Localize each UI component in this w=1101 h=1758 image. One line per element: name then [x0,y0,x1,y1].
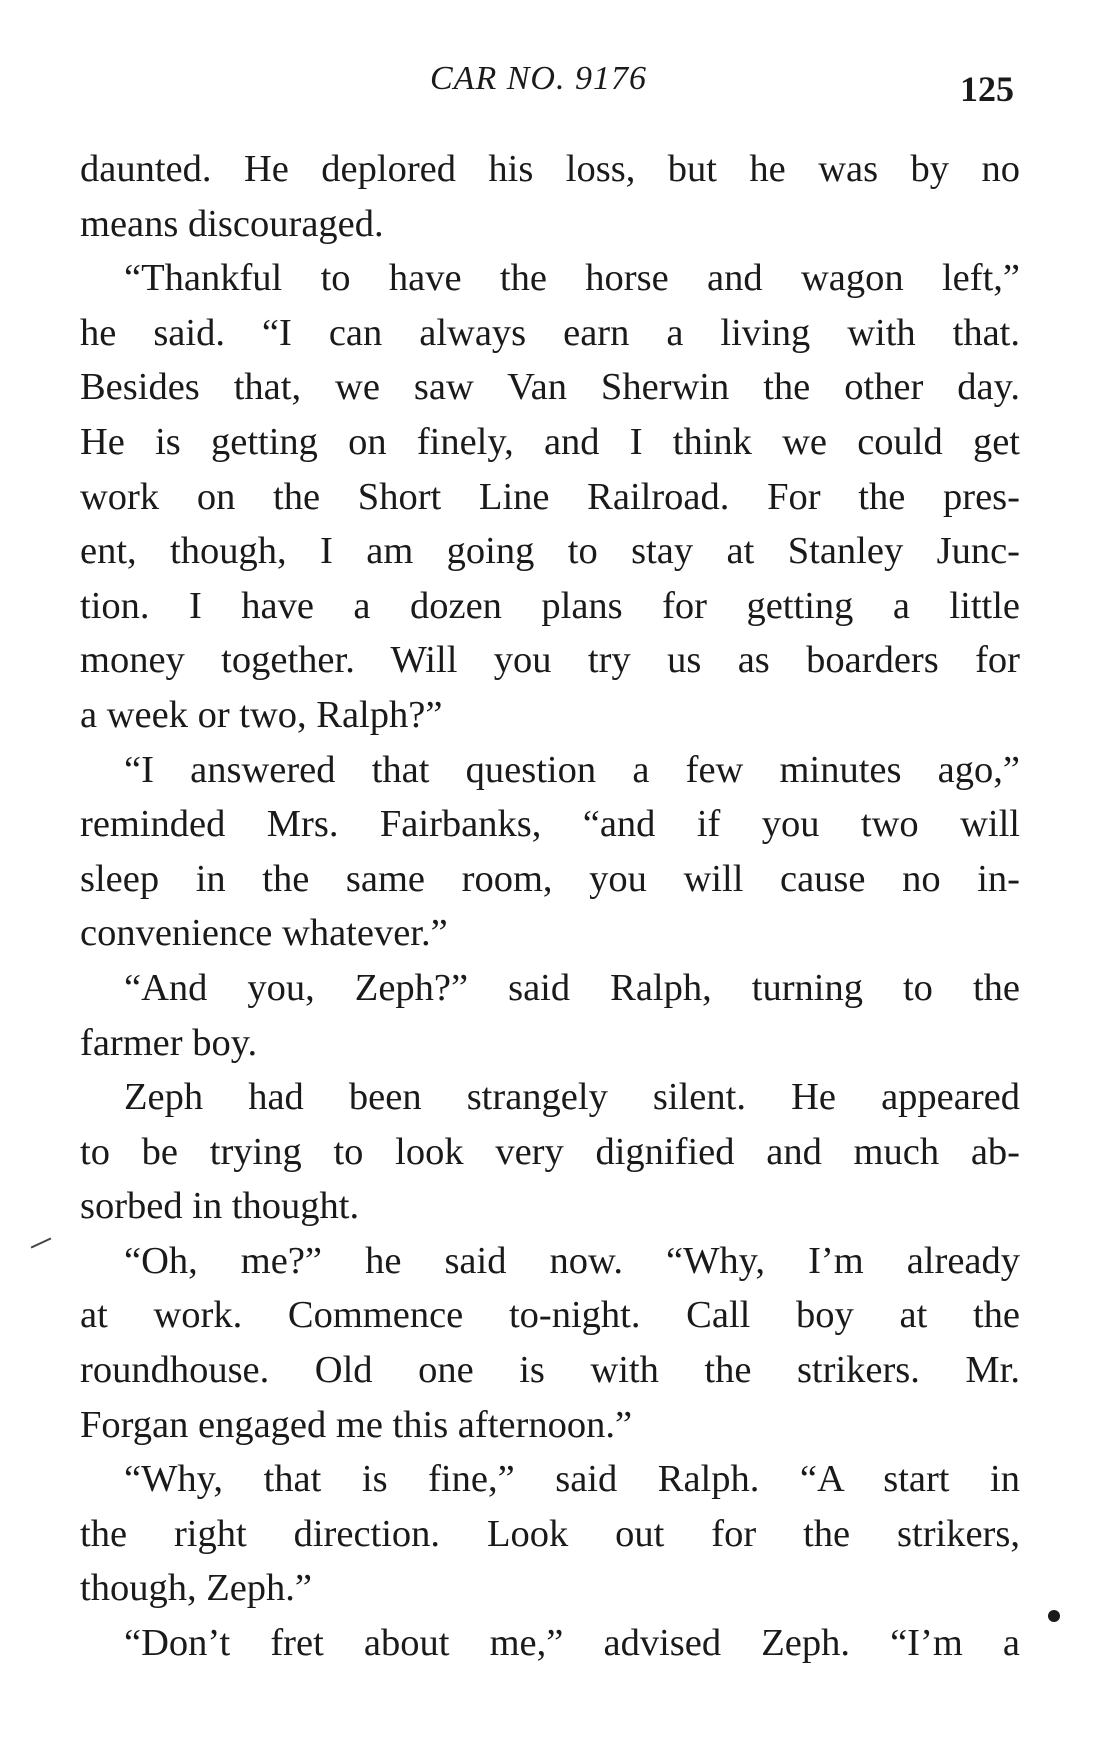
text-line: Zeph had been strangely silent. He appeared [124,1076,1020,1119]
text-line: means discouraged. [80,202,384,245]
text-line: “Thankful to have the horse and wagon left,” [124,257,1020,300]
text-line: at work. Commence to-night. Call boy at the [80,1294,1020,1337]
text-line: reminded Mrs. Fairbanks, “and if you two will [80,803,1020,846]
text-line: roundhouse. Old one is with the strikers. Mr. [80,1349,1020,1392]
margin-mark [31,1237,52,1248]
running-title: CAR NO. 9176 [430,60,647,97]
text-line: money together. Will you try us as boarders for [80,639,1020,682]
page-number: 125 [960,69,1014,109]
text-line: the right direction. Look out for the strikers, [80,1512,1020,1555]
text-line: a week or two, Ralph?” [80,693,443,736]
text-line: Besides that, we saw Van Sherwin the other day. [80,366,1020,409]
text-line: sleep in the same room, you will cause no in- [80,857,1020,900]
ink-spot [1048,1610,1060,1622]
text-line: tion. I have a dozen plans for getting a little [80,584,1020,627]
text-line: though, Zeph.” [80,1567,313,1610]
text-line: farmer boy. [80,1021,258,1064]
text-line: he said. “I can always earn a living with that. [80,311,1020,354]
text-line: “I answered that question a few minutes ago,” [124,748,1020,791]
body-text [80,142,1020,1671]
text-line: sorbed in thought. [80,1185,360,1228]
text-line: daunted. He deplored his loss, but he was by no [80,148,1020,190]
text-line: ent, though, I am going to stay at Stanley Junc- [80,530,1020,573]
text-line: “And you, Zeph?” said Ralph, turning to the [124,966,1020,1009]
running-head [0,60,1101,120]
text-line: “Don’t fret about me,” advised Zeph. “I’m a [124,1622,1020,1665]
text-line: He is getting on finely, and I think we could get [80,420,1020,463]
text-line: convenience whatever.” [80,912,448,955]
text-line: Forgan engaged me this afternoon.” [80,1403,633,1446]
text-line: “Oh, me?” he said now. “Why, I’m already [124,1239,1020,1282]
text-line: to be trying to look very dignified and much ab- [80,1130,1020,1173]
text-line: “Why, that is fine,” said Ralph. “A start in [124,1458,1020,1501]
text-line: work on the Short Line Railroad. For the pres- [80,475,1020,518]
